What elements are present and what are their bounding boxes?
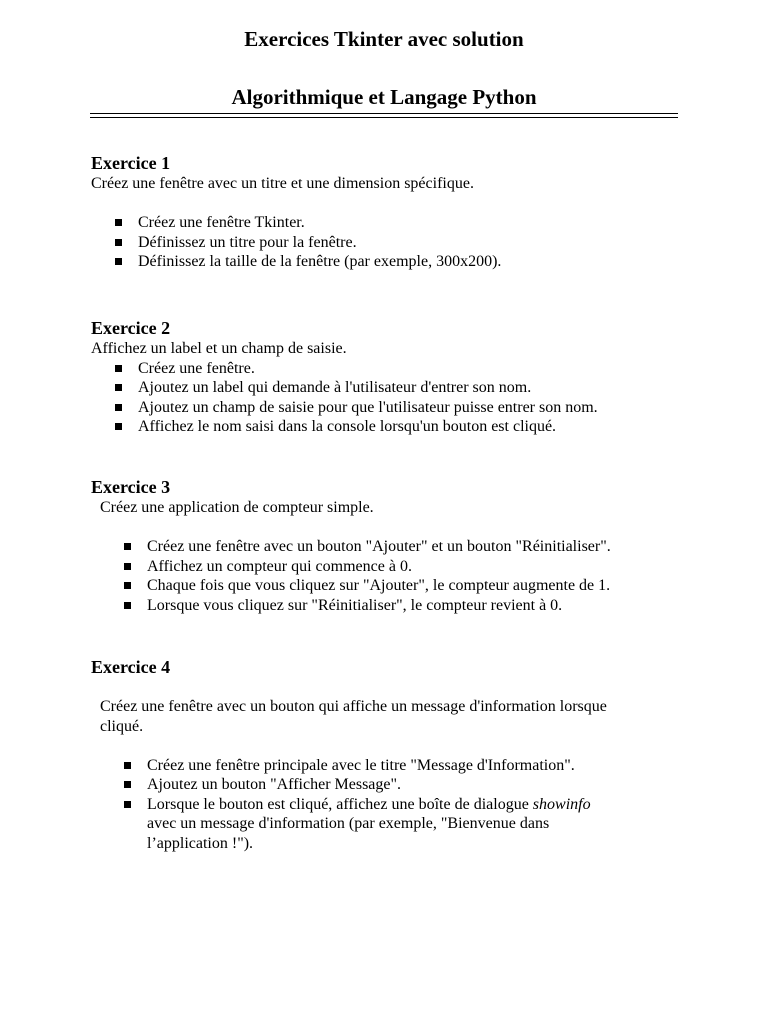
header-rule-top [90, 113, 678, 114]
list-item: Définissez un titre pour la fenêtre. [91, 233, 691, 253]
exercise-3 [91, 476, 691, 615]
exercise-1-list [91, 213, 691, 272]
page-subtitle: Algorithmique et Langage Python [231, 85, 537, 109]
square-bullet-icon [115, 258, 122, 265]
square-bullet-icon [124, 801, 131, 808]
list-item: Chaque fois que vous cliquez sur "Ajouter", le compteur augmente de 1. [91, 576, 691, 596]
exercise-4-title: Exercice 4 [91, 657, 171, 677]
exercise-2-title: Exercice 2 [91, 318, 171, 338]
square-bullet-icon [115, 384, 122, 391]
list-item: Affichez le nom saisi dans la console lorsqu'un bouton est cliqué. [91, 417, 691, 437]
square-bullet-icon [115, 365, 122, 372]
square-bullet-icon [124, 563, 131, 570]
exercise-2-intro: Affichez un label et un champ de saisie. [91, 340, 347, 357]
exercise-2-list [91, 359, 691, 437]
square-bullet-icon [124, 781, 131, 788]
header-rule-bottom [90, 117, 678, 118]
square-bullet-icon [124, 543, 131, 550]
list-item: Affichez un compteur qui commence à 0. [91, 557, 691, 577]
list-item: Lorsque le bouton est cliqué, affichez une boîte de dialogue showinfo avec un message d'information (par exemple, "Bienvenue dans l’application !"). [91, 795, 691, 854]
exercise-1-intro: Créez une fenêtre avec un titre et une dimension spécifique. [91, 175, 474, 192]
exercise-3-intro: Créez une application de compteur simple. [100, 499, 374, 516]
showinfo-term: showinfo [532, 795, 591, 813]
list-item: Définissez la taille de la fenêtre (par exemple, 300x200). [91, 252, 691, 272]
square-bullet-icon [115, 219, 122, 226]
exercise-4 [91, 656, 691, 853]
exercise-1 [91, 152, 691, 272]
square-bullet-icon [115, 404, 122, 411]
list-item: Ajoutez un champ de saisie pour que l'utilisateur puisse entrer son nom. [91, 398, 691, 418]
square-bullet-icon [124, 602, 131, 609]
square-bullet-icon [124, 582, 131, 589]
square-bullet-icon [115, 423, 122, 430]
list-item: Créez une fenêtre avec un bouton "Ajouter" et un bouton "Réinitialiser". [91, 537, 691, 557]
page-title: Exercices Tkinter avec solution [244, 27, 524, 51]
list-item: Ajoutez un bouton "Afficher Message". [91, 775, 691, 795]
list-item: Créez une fenêtre. [91, 359, 691, 379]
square-bullet-icon [115, 239, 122, 246]
list-item: Ajoutez un label qui demande à l'utilisateur d'entrer son nom. [91, 378, 691, 398]
exercise-2 [91, 317, 691, 437]
exercise-3-title: Exercice 3 [91, 477, 171, 497]
list-item: Lorsque vous cliquez sur "Réinitialiser", le compteur revient à 0. [91, 596, 691, 616]
exercise-4-list [91, 756, 691, 854]
exercise-4-intro-line-2: cliqué. [100, 717, 144, 735]
exercise-3-list [91, 537, 691, 615]
exercise-4-intro-line-1: Créez une fenêtre avec un bouton qui affiche un message d'information lorsque [100, 698, 607, 715]
exercise-1-title: Exercice 1 [91, 153, 171, 173]
list-item: Créez une fenêtre Tkinter. [91, 213, 691, 233]
square-bullet-icon [124, 762, 131, 769]
list-item: Créez une fenêtre principale avec le titre "Message d'Information". [91, 756, 691, 776]
